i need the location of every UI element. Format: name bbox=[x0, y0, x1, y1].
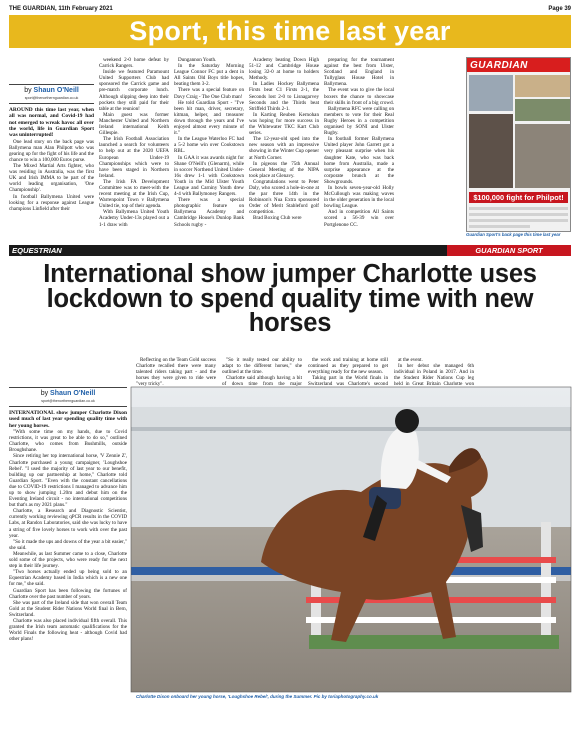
column-text bbox=[174, 57, 244, 228]
paragraph: In pigeons the 75th Annual General Meeting of the NIPA took place at Glenavy. bbox=[249, 160, 319, 179]
paragraph: Main guest was former Manchester United and Northern Ireland international Keith Gillespie. bbox=[99, 111, 169, 137]
paragraph: preparing for the tournament against the best from Ulster, Scotland and England in Tullyglass House Hotel in Ballymena. bbox=[324, 57, 394, 88]
paragraph: And in competition All Saints scored a 56-39 win over Portglenone CC. bbox=[324, 209, 394, 228]
author-email: sport@thenorthernguardian.co.uk bbox=[41, 399, 95, 404]
paragraph: "Two horses actually ended up being sold to an Equestrian Academy based in India which is a new one for me," she said. bbox=[9, 569, 127, 588]
show-jumping-photo bbox=[131, 387, 571, 692]
top-story-column-1 bbox=[9, 84, 94, 240]
paragraph: "With some time on my hands, due to Covid restrictions, it was great to be able to do so," outlined Charlotte, who comes from Bushmills, outside Broughshane. bbox=[9, 429, 127, 454]
paragraph: Charlotte said although having a bit of down time from the major bbox=[222, 375, 302, 388]
column-text bbox=[136, 357, 216, 387]
paragraph: One lead story on the back page was Ballymena man Alan Philpott who was gearing up for the fight of his life and the chance to win a 100,000 Euros purse. bbox=[9, 138, 94, 163]
column-text bbox=[324, 57, 394, 228]
paragraph: Since retiring her top international horse, 'V Zennie Z', Charlotte purchased a young campaigner, 'Loughshoe Rebel'. "I used the majority of last year to our benefit, building up our partnership at home," Charlotte told Guardian Sport. "Even with the constant cancellations due to COVID-19 restrictions I managed to advance him up to show jumping 1.20m and debut him on the Eventing Ireland circuit - no international competitions but that's as my 2021 plans." bbox=[9, 453, 127, 509]
column-text bbox=[99, 57, 169, 228]
column-text bbox=[9, 107, 94, 212]
paragraph: Brad Boxing Club were bbox=[253, 215, 302, 222]
paragraph: She was part of the Ireland side that won overall Team Gold at the Student Rider Nations World final in Bern, Switzerland. bbox=[9, 599, 127, 618]
paragraph: In Karting Reuben Kernohan was hoping for more success in the Whitewater TKC Kart Club series. bbox=[249, 111, 319, 137]
main-story-column-3 bbox=[222, 357, 302, 388]
author-email: sport@thenorthernguardian.co.uk bbox=[24, 96, 79, 101]
byline-rule bbox=[9, 406, 127, 407]
clipping-text-line bbox=[469, 213, 568, 216]
main-story-column-5 bbox=[394, 357, 474, 388]
paragraph: The Irish Football Association launched a search for volunteers to help out at the 2020 UEFA European Under-19 Championships which were to have been staged in Northern Ireland. bbox=[99, 136, 169, 179]
paragraph: In Ladies Hockey Ballymena Firsts beat C1 Firsts 2-1, the Seconds lost 2-0 to Lisnagarvey Seconds and the Thirds beat Striffeld Thirds 2-1. bbox=[249, 81, 319, 112]
top-story-column-4 bbox=[249, 57, 319, 242]
paragraph: The Irish FA Development Committee was to meet-with the recent meeting at the Irish Cup, Warrenpoint Town v Ballymena United tie, top of their agenda. bbox=[99, 178, 169, 210]
paragraph: Meanwhile, as last Summer came to a close, Charlotte sold some of the projects, who were ready for the next step in their life journey. bbox=[9, 550, 127, 570]
paragraph: In the League Waterloo FC had a 5-2 home win over Cookstown RBL. bbox=[174, 136, 244, 155]
photo-caption: Charlotte Dixon onboard her young horse, 'Loughshoe Rebel', during the Summer. Pic by toriaphotography.co.uk bbox=[136, 694, 379, 699]
banner-title: Sport, this time last year bbox=[129, 16, 451, 46]
back-page-clipping bbox=[466, 57, 571, 232]
paragraph: In GAA it was awards night for Shane O'Neill's (Glenarm), while in soccer Northend United Under-16s drew 1-1 with Cookstown Youth in the Mid Ulster Youth League and Carniny Youth drew 4-4 with Ballymoney Rangers. bbox=[174, 154, 244, 198]
section-banner bbox=[9, 15, 571, 48]
section-label-equestrian: EQUESTRIAN bbox=[12, 246, 62, 255]
byline-rule bbox=[9, 84, 94, 85]
main-story-column-4 bbox=[308, 357, 388, 388]
paragraph: There was a special photographic feature on Ballymena Academy and Cambridge House's Dunlop Bank Schools rugby - bbox=[174, 197, 244, 228]
paragraph: The 12-year-old sped into the new season with an impressive showing in the Winter Cup opener at North Corner. bbox=[249, 136, 320, 161]
clipping-headline: $100,000 fight for Philpot! bbox=[469, 192, 568, 203]
paragraph: "So it made the ups and downs of the year a bit easier," she said. bbox=[9, 538, 127, 551]
paragraph: Academy beating Down High 51-12 and Cambridge House losing 32-0 at home to holders Methody. bbox=[249, 57, 319, 82]
paragraph: With Ballymena United Youth Academy Under-13s played out a 1-1 draw with bbox=[99, 209, 169, 228]
paragraph: INTERNATIONAL show jumper Charlotte Dixon used much of last year spending quality time with her young horses. bbox=[9, 410, 127, 429]
paragraph: Guardian Sport has been following the fortunes of Charlotte over the past number of years. bbox=[9, 587, 127, 600]
issue-date: THE GUARDIAN, 11th February 2021 bbox=[9, 6, 113, 12]
paragraph: In her debut she managed 6th individual in Poland in 2017. And in the Student Rider Nations Cup leg held in Great Britain Charlotte won bbox=[394, 363, 474, 388]
photo-illustration bbox=[131, 387, 571, 692]
main-story-byline: by Shaun O'Neill bbox=[40, 390, 96, 397]
paragraph: In bowls seven-year-old Holly McCullough was making waves in the older generation in the local bowling League. bbox=[324, 184, 394, 210]
paragraph: The Mixed Martial Arts fighter, who was residing in Australia, was the first UK and Irish IMMA to be part of the world leading organisation, 'One Championship'. bbox=[9, 163, 94, 194]
clipping-photo-5 bbox=[515, 124, 570, 188]
main-story-column-1 bbox=[9, 387, 127, 732]
paragraph: Inside we featured Paramount United Supporters Club had sponsored the Carrick game and pre-match corporate lunch. Although slipping deep into their pockets they still paid for their table at the reunion! bbox=[99, 69, 169, 112]
page-number: Page 39 bbox=[548, 6, 571, 12]
paragraph: In football Ballymena United were looking for a response against League champions Linfield after their bbox=[9, 193, 94, 212]
author-name: Shaun O'Neill bbox=[50, 390, 96, 397]
paragraph: In football former Ballymena United player John Garrett got a very pleasant surprise when his daughter Kate, who was back home from Australia, made a surprise appearance at the corporate brunch at the Showgrounds. bbox=[324, 136, 394, 185]
paragraph: The event was to give the local boxers the chance to showcase their skills in front of a big crowd. bbox=[324, 87, 394, 106]
byline-rule bbox=[9, 387, 127, 388]
paragraph: "So it really tested our ability to adapt to the different horses," she outlined at the time. bbox=[222, 357, 302, 376]
top-story-byline: by Shaun O'Neill bbox=[24, 87, 79, 94]
clipping-text-line bbox=[469, 219, 568, 222]
top-story-column-3 bbox=[174, 57, 244, 242]
top-story-column-2 bbox=[99, 57, 169, 242]
byline-rule bbox=[9, 103, 94, 104]
section-label-guardian-sport: GUARDIAN SPORT bbox=[447, 245, 571, 256]
paragraph: weekend 2-0 home defeat by Carrick Rangers. bbox=[99, 57, 169, 70]
paragraph: at the event. bbox=[398, 357, 423, 363]
paragraph: Charlotte, a Research and Diagnostic Scientist, currently working reviewing qPCR results in the COVID Labs, at Randox Laboratories, said she was lucky to have a string of five lovely horses to work with over the past year. bbox=[9, 508, 127, 539]
clipping-caption: Guardian Sport's back page this time last year bbox=[466, 232, 561, 237]
clipping-photo-2 bbox=[515, 75, 570, 97]
paragraph: the work and training at home still continued as they prepared to get everything ready for the new season. bbox=[308, 357, 388, 376]
paragraph: There was a special feature on Davy Craig - The One Club man! bbox=[174, 87, 244, 100]
paragraph: Taking part in the World finals in Switzerland was Charlotte's second bbox=[308, 375, 388, 388]
paragraph: He told Guardian Sport - "I've been hit man, driver, secretary, kitman, helper, and treasurer down through the years and I've enjoyed almost every minute of it." bbox=[174, 99, 244, 137]
paragraph: Charlotte was also placed individual fifth overall. This granted the Irish team automatic qualifications for the World Finals the following heat - although Covid had other plans! bbox=[9, 617, 127, 643]
top-story-column-5 bbox=[324, 57, 394, 242]
paragraph: AROUND this time last year, when all was normal, and Covid-19 had not emerged to wreak havoc all over the world, life in Guardian Sport was uninterrupted! bbox=[9, 107, 94, 139]
paragraph: Reflecting on the Team Gold success Charlotte recalled there were many talented riders taking part - and the horses they were given to ride were "very tricky". bbox=[136, 357, 216, 388]
page-header bbox=[9, 4, 571, 14]
clipping-text-line bbox=[469, 207, 568, 210]
paragraph: Dungannon Youth. bbox=[178, 57, 217, 63]
clipping-text-line bbox=[469, 225, 530, 228]
column-text bbox=[9, 410, 127, 642]
main-story-column-2 bbox=[136, 357, 216, 388]
paragraph: Congratulations went to Peter Daly, who scored a hole-in-one at the par three 14th in the Robinson's Nua Extra sponsored Order of Merit Stableford golf competition. bbox=[249, 178, 319, 216]
main-headline: International show jumper Charlotte uses lockdown to spend quality time with new horses bbox=[43, 260, 537, 337]
clipping-masthead: GUARDIAN bbox=[467, 58, 570, 72]
column-text bbox=[249, 57, 319, 222]
clipping-photo-3 bbox=[515, 99, 570, 121]
clipping-photo-1 bbox=[469, 75, 513, 111]
paragraph: Ballymena RFC were calling on members to vote for their Real Rugby Heroes in a competition organised by SONI and Ulster Rugby. bbox=[324, 105, 394, 137]
clipping-photo-4 bbox=[469, 114, 513, 188]
section-strip bbox=[9, 245, 571, 256]
author-name: Shaun O'Neill bbox=[33, 87, 79, 94]
paragraph: In the Saturday Morning League Connor FC put a dent in All Saints Old Boys title hopes, beating them 3-2. bbox=[174, 63, 244, 88]
